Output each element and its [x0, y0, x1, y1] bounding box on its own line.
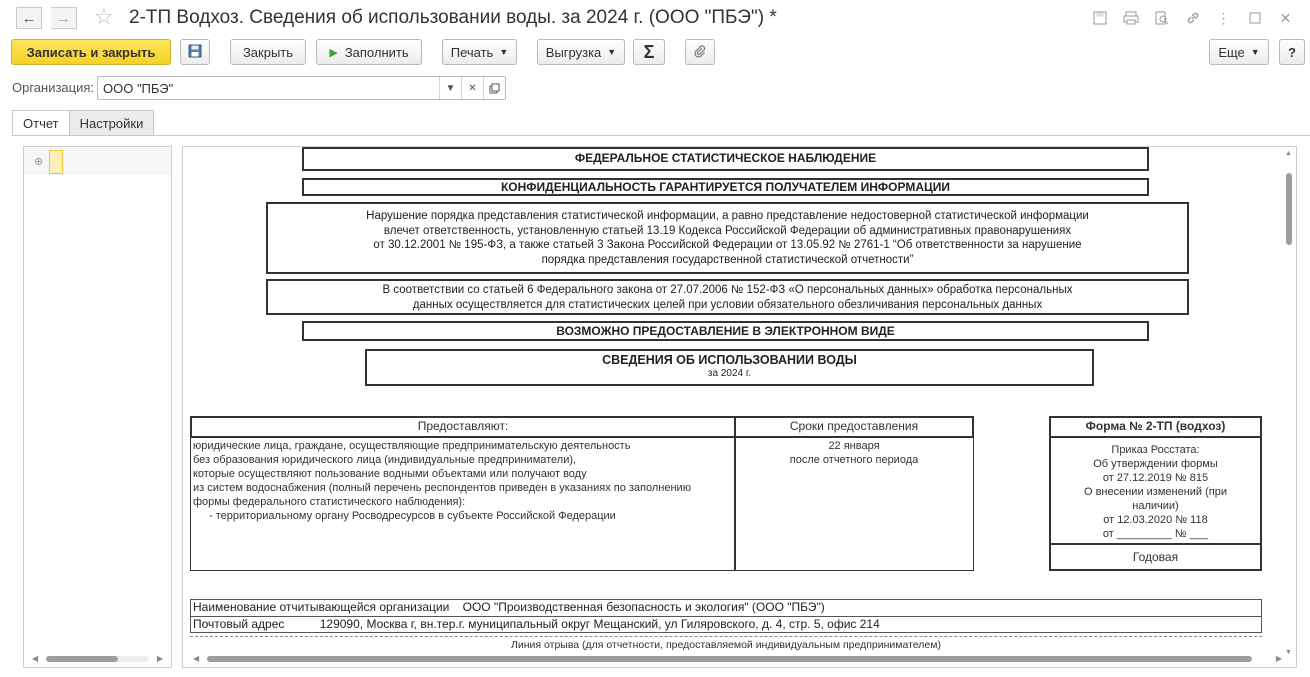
- scroll-right-icon[interactable]: ▶: [1275, 654, 1282, 663]
- org-name-label: Наименование отчитывающейся организации: [193, 600, 450, 614]
- address-label: Почтовый адрес: [193, 617, 285, 631]
- form-order-cell: [1049, 437, 1262, 545]
- scroll-down-icon[interactable]: ▼: [1285, 649, 1292, 656]
- print-icon[interactable]: [1120, 8, 1141, 28]
- tab-settings[interactable]: Настройки: [69, 110, 155, 136]
- providers-line: - территориальному органу Росводресурсов в субъекте Российской Федерации: [209, 510, 616, 522]
- more-vertical-icon[interactable]: ⋮: [1216, 9, 1231, 26]
- organization-value[interactable]: ООО "ПБЭ": [103, 80, 174, 96]
- form-order-line: от _________ № ___: [1102, 528, 1209, 540]
- periodicity-cell: Годовая: [1049, 543, 1262, 571]
- deadline-line: после отчетного периода: [789, 454, 919, 466]
- tab-bar: [12, 110, 154, 136]
- personal-data-box: [266, 279, 1189, 315]
- title-bar: [0, 0, 1310, 36]
- print-button-label: Печать: [450, 44, 494, 60]
- scroll-thumb[interactable]: [207, 656, 1252, 662]
- warning-line: от 30.12.2001 № 195-ФЗ, а также статьей 3 Закона Российской Федерации от 13.05.92 № 2761-1 “Об ответственности за нарушение: [373, 239, 1082, 251]
- save-button[interactable]: [180, 39, 210, 65]
- personal-data-line: В соответствии со статьей 6 Федерального закона от 27.07.2006 № 152-ФЗ «О персональных данных» обработка персональных: [382, 284, 1073, 296]
- scroll-right-icon[interactable]: ▶: [156, 654, 163, 663]
- dropdown-arrow-icon: ▼: [607, 47, 617, 57]
- command-bar: [0, 39, 1310, 67]
- window-controls: [1089, 8, 1296, 28]
- form-order-line: наличии): [1132, 500, 1179, 512]
- more-button-label: Еще: [1218, 44, 1245, 60]
- report-sheet[interactable]: [182, 146, 1297, 668]
- fill-button-label: Заполнить: [344, 44, 409, 60]
- tree-horizontal-scrollbar[interactable]: [32, 655, 163, 663]
- close-icon[interactable]: ✕: [1279, 9, 1292, 26]
- sum-button[interactable]: Σ: [633, 39, 665, 65]
- fill-button[interactable]: [316, 39, 422, 65]
- electronic-submission-header: ВОЗМОЖНО ПРЕДОСТАВЛЕНИЕ В ЭЛЕКТРОННОМ ВИДЕ: [302, 321, 1149, 341]
- providers-header: Предоставляют:: [190, 416, 736, 438]
- floppy-disk-icon: [188, 44, 202, 61]
- print-menu-button[interactable]: [442, 39, 517, 65]
- favorite-star-icon[interactable]: ☆: [94, 4, 114, 29]
- providers-line: формы федерального статистического наблюдения):: [193, 496, 466, 508]
- tree-row[interactable]: [24, 147, 171, 175]
- federal-observation-header: ФЕДЕРАЛЬНОЕ СТАТИСТИЧЕСКОЕ НАБЛЮДЕНИЕ: [302, 147, 1149, 171]
- report-vertical-scrollbar[interactable]: [1284, 150, 1294, 656]
- personal-data-line: данных осуществляется для статистических целей при условии обязательного обезличивания персональных данных: [412, 298, 1043, 311]
- providers-line: без образования юридического лица (индивидуальные предприниматели),: [193, 454, 577, 466]
- play-icon: ▶: [329, 46, 338, 59]
- warning-box: [266, 202, 1189, 274]
- dropdown-arrow-icon: ▼: [1250, 47, 1260, 57]
- close-button[interactable]: Закрыть: [230, 39, 306, 65]
- tab-divider: [12, 135, 1310, 136]
- link-icon[interactable]: [1182, 8, 1203, 28]
- tear-line: Линия отрыва (для отчетности, предоставляемой индивидуальным предпринимателем): [190, 636, 1262, 651]
- form-order-line: от 27.12.2019 № 815: [1102, 472, 1209, 484]
- save-and-close-button[interactable]: Записать и закрыть: [11, 39, 171, 65]
- providers-line: которые осуществляют пользование водными объектами или получают воду: [193, 468, 587, 480]
- report-title-box: [365, 349, 1094, 386]
- providers-line: из систем водоснабжения (полный перечень респондентов приведен в указаниях по заполнению: [193, 482, 691, 494]
- window-title: 2-ТП Водхоз. Сведения об использовании воды. за 2024 г. (ООО "ПБЭ") *: [129, 7, 777, 28]
- report-horizontal-scrollbar[interactable]: [193, 655, 1282, 663]
- warning-line: Нарушение порядка представления статистической информации, а равно представление недостоверной статистической информации: [366, 210, 1089, 222]
- address-value: 129090, Москва г, вн.тер.г. муниципальный округ Мещанский, ул Гиляровского, д. 4, стр. 5, офис 214: [319, 617, 880, 631]
- warning-line: порядка представления государственной статистической отчетности”: [541, 253, 914, 266]
- chevron-down-icon[interactable]: ▼: [439, 77, 461, 99]
- report-title: СВЕДЕНИЯ ОБ ИСПОЛЬЗОВАНИИ ВОДЫ: [602, 353, 857, 367]
- arrow-right-icon: →: [56, 9, 71, 27]
- org-name-row: [191, 600, 1261, 616]
- address-row: [191, 616, 1261, 632]
- organization-field[interactable]: [97, 76, 506, 100]
- deadline-cell: [734, 437, 974, 571]
- scroll-thumb[interactable]: [1286, 173, 1292, 245]
- export-menu-button[interactable]: [537, 39, 625, 65]
- tree-selected-cell[interactable]: [49, 150, 63, 174]
- form-number-header: Форма № 2-ТП (водхоз): [1049, 416, 1262, 438]
- preview-icon[interactable]: [1151, 8, 1172, 28]
- scroll-left-icon[interactable]: ◀: [32, 654, 39, 663]
- deadline-header: Сроки предоставления: [734, 416, 974, 438]
- section-tree[interactable]: [23, 146, 172, 668]
- form-order-line: О внесении изменений (при: [1083, 486, 1228, 498]
- confidentiality-header: КОНФИДЕНЦИАЛЬНОСТЬ ГАРАНТИРУЕТСЯ ПОЛУЧАТЕЛЕМ ИНФОРМАЦИИ: [302, 178, 1149, 196]
- organization-info-table: [190, 599, 1262, 633]
- organization-label: Организация:: [12, 80, 95, 95]
- save-icon[interactable]: [1089, 8, 1110, 28]
- more-menu-button[interactable]: [1209, 39, 1269, 65]
- export-button-label: Выгрузка: [545, 44, 602, 60]
- attach-button[interactable]: [685, 39, 715, 65]
- dropdown-arrow-icon: ▼: [499, 47, 509, 57]
- maximize-icon[interactable]: [1244, 8, 1265, 28]
- back-button[interactable]: [16, 7, 42, 29]
- form-order-line: Об утверждении формы: [1093, 458, 1218, 470]
- providers-line: юридические лица, граждане, осуществляющие предпринимательскую деятельность: [193, 440, 631, 452]
- open-icon[interactable]: [483, 77, 505, 99]
- scroll-up-icon[interactable]: ▲: [1285, 150, 1292, 157]
- scroll-left-icon[interactable]: ◀: [193, 654, 200, 663]
- paperclip-icon: [693, 44, 707, 61]
- forward-button[interactable]: [51, 7, 77, 29]
- scroll-thumb[interactable]: [46, 656, 118, 662]
- expand-icon[interactable]: ⊕: [34, 156, 44, 168]
- arrow-left-icon: ←: [21, 9, 37, 27]
- providers-cell: [190, 437, 736, 571]
- form-order-line: от 12.03.2020 № 118: [1103, 514, 1208, 526]
- org-name-value: ООО "Производственная безопасность и экология" (ООО "ПБЭ"): [462, 600, 825, 614]
- deadline-line: 22 января: [828, 440, 880, 452]
- warning-line: влечет ответственность, установленную статьей 13.19 Кодекса Российской Федерации об административных правонарушениях: [383, 224, 1072, 237]
- report-period: за 2024 г.: [707, 368, 752, 379]
- tab-report[interactable]: Отчет: [12, 110, 70, 136]
- help-button[interactable]: ?: [1279, 39, 1305, 65]
- form-order-line: Приказ Росстата:: [1111, 444, 1200, 456]
- clear-icon[interactable]: ✕: [461, 77, 483, 99]
